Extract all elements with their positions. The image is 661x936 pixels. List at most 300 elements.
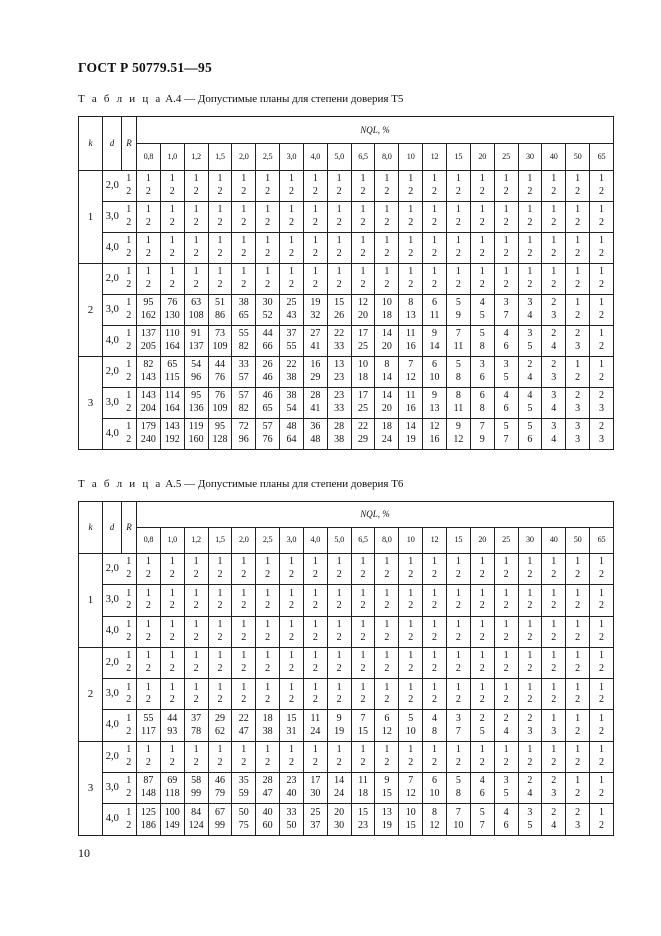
plan-cell — [137, 616, 161, 647]
sample-size-value: 1 — [265, 235, 271, 247]
nql-levels-row — [79, 528, 614, 554]
plan-cell — [446, 554, 470, 585]
sample-size-value: 3 — [527, 297, 533, 309]
plan-cell — [256, 357, 280, 388]
plan-cell — [542, 773, 566, 804]
acceptance-value: 2 — [384, 217, 390, 228]
plan-cell — [518, 419, 542, 450]
plan-cell — [518, 295, 542, 326]
plan-cell — [399, 295, 423, 326]
acceptance-value: 2 — [360, 569, 366, 581]
acceptance-value: 3 — [599, 403, 605, 414]
plan-cell — [137, 773, 161, 804]
sample-size-value: 15 — [286, 712, 297, 724]
k-value: 2 — [79, 647, 103, 741]
sample-size-value: 1 — [169, 235, 175, 247]
acceptance-value: 2 — [503, 756, 509, 768]
plan-cell — [327, 741, 351, 772]
sample-size-value: 3 — [551, 421, 557, 433]
acceptance-value: 2 — [288, 631, 294, 643]
plan-cell — [351, 773, 375, 804]
plan-cell — [208, 554, 232, 585]
acceptance-value: 2 — [193, 600, 199, 612]
acceptance-value: 108 — [188, 310, 204, 321]
plan-cell — [470, 264, 494, 295]
acceptance-value: 2 — [575, 756, 581, 768]
sample-size-value: 30 — [262, 297, 273, 309]
acceptance-value: 57 — [238, 372, 249, 383]
acceptance-value: 6 — [503, 819, 509, 831]
acceptance-value: 82 — [238, 341, 249, 352]
sample-size-value: 51 — [214, 297, 225, 309]
acceptance-value: 2 — [503, 663, 509, 675]
sample-size-value: 5 — [455, 359, 461, 371]
acceptance-value: 2 — [360, 756, 366, 768]
acceptance-value: 2 — [265, 663, 271, 675]
sample-size-value: 1 — [336, 235, 342, 247]
sample-size-value: 14 — [405, 421, 416, 433]
plan-cell — [184, 554, 208, 585]
plan-cell — [423, 295, 447, 326]
plan-cell — [423, 233, 447, 264]
plan-cell — [470, 295, 494, 326]
sample-size-value: 1 — [193, 556, 199, 568]
plan-cell — [423, 679, 447, 710]
acceptance-value: 2 — [193, 694, 199, 706]
plan-cell — [399, 357, 423, 388]
sample-size-value: 1 — [527, 235, 533, 247]
acceptance-value: 2 — [193, 248, 199, 259]
plan-cell — [256, 804, 280, 835]
plan-cell — [470, 326, 494, 357]
sample-size-value: 1 — [575, 266, 581, 278]
acceptance-value: 4 — [551, 434, 557, 445]
table-row — [79, 710, 614, 741]
acceptance-value: 2 — [241, 631, 247, 643]
d-value: 2,0 — [103, 647, 122, 678]
acceptance-value: 136 — [188, 403, 204, 414]
plan-cell — [256, 773, 280, 804]
sample-size-value: 1 — [193, 744, 199, 756]
plan-cell — [280, 741, 304, 772]
plan-cell — [160, 804, 184, 835]
plan-cell — [590, 357, 614, 388]
acceptance-value: 33 — [334, 341, 345, 352]
plan-cell — [208, 647, 232, 678]
sample-size-value: 1 — [169, 587, 175, 599]
plan-cell — [184, 419, 208, 450]
plan-cell — [399, 264, 423, 295]
plan-cell — [256, 585, 280, 616]
acceptance-value: 2 — [265, 569, 271, 581]
sample-size-value: 76 — [167, 297, 178, 309]
plan-cell — [590, 647, 614, 678]
table-a5 — [78, 501, 614, 836]
plan-cell — [375, 419, 399, 450]
plan-cell — [256, 171, 280, 202]
acceptance-value: 2 — [527, 186, 533, 197]
acceptance-value: 186 — [140, 819, 156, 831]
plan-cell — [327, 419, 351, 450]
acceptance-value: 2 — [145, 279, 151, 290]
acceptance-value: 2 — [312, 217, 318, 228]
acceptance-value: 2 — [408, 600, 414, 612]
plan-cell — [542, 388, 566, 419]
acceptance-value: 5 — [527, 819, 533, 831]
acceptance-value: 160 — [188, 434, 204, 445]
sample-size-value: 11 — [405, 328, 416, 340]
sample-size-value: 1 — [288, 266, 294, 278]
sample-size-value: 2 — [551, 297, 557, 309]
acceptance-value: 2 — [265, 756, 271, 768]
sample-size-value: 91 — [191, 328, 202, 340]
plan-cell — [280, 357, 304, 388]
sample-size-value: 1 — [336, 173, 342, 185]
acceptance-value: 3 — [575, 819, 581, 831]
acceptance-value: 13 — [429, 403, 440, 414]
sample-size-value: 46 — [214, 775, 225, 787]
acceptance-value: 2 — [527, 569, 533, 581]
plan-cell — [423, 616, 447, 647]
plan-cell — [518, 710, 542, 741]
plan-cell — [566, 295, 590, 326]
sample-size-value: 1 — [288, 618, 294, 630]
acceptance-value: 19 — [405, 434, 416, 445]
acceptance-value: 2 — [408, 217, 414, 228]
plan-cell — [184, 202, 208, 233]
sample-size-value: 1 — [479, 681, 485, 693]
acceptance-value: 2 — [336, 631, 342, 643]
plan-cell — [256, 419, 280, 450]
plan-cell — [137, 710, 161, 741]
acceptance-value: 2 — [432, 248, 438, 259]
sample-size-value: 1 — [408, 173, 414, 185]
sample-size-value: 1 — [336, 650, 342, 662]
plan-cell — [208, 388, 232, 419]
plan-cell — [518, 616, 542, 647]
acceptance-value: 2 — [288, 756, 294, 768]
acceptance-value: 7 — [479, 819, 485, 831]
plan-cell — [160, 773, 184, 804]
acceptance-value: 24 — [310, 725, 321, 737]
plan-cell — [494, 295, 518, 326]
nql-level-header: 8,0 — [375, 144, 399, 171]
acceptance-value: 2 — [551, 663, 557, 675]
column-header-nql: NQL, % — [137, 502, 614, 528]
acceptance-value: 2 — [599, 631, 605, 643]
acceptance-value: 10 — [429, 372, 440, 383]
sample-size-value: 1 — [265, 681, 271, 693]
plan-cell — [446, 357, 470, 388]
acceptance-value: 2 — [599, 694, 605, 706]
sample-size-value: 1 — [336, 556, 342, 568]
acceptance-value: 2 — [527, 248, 533, 259]
sample-size-value: 1 — [408, 266, 414, 278]
sample-size-value: 1 — [360, 650, 366, 662]
sample-size-value: 1 — [551, 556, 557, 568]
sample-size-value: 143 — [140, 390, 156, 402]
plan-cell — [208, 357, 232, 388]
sample-size-value: 73 — [214, 328, 225, 340]
sample-size-value: 1 — [169, 556, 175, 568]
plan-cell — [232, 357, 256, 388]
plan-cell — [137, 647, 161, 678]
acceptance-value: 48 — [310, 434, 321, 445]
plan-cell — [590, 679, 614, 710]
acceptance-value: 40 — [286, 788, 297, 800]
acceptance-value: 33 — [334, 403, 345, 414]
sample-size-value: 1 — [408, 204, 414, 216]
nql-level-header: 2,0 — [232, 144, 256, 171]
nql-level-header: 30 — [518, 144, 542, 171]
sample-size-value: 38 — [286, 390, 297, 402]
acceptance-value: 192 — [164, 434, 180, 445]
plan-cell — [327, 357, 351, 388]
acceptance-value: 2 — [503, 186, 509, 197]
acceptance-value: 12 — [453, 434, 464, 445]
plan-cell — [232, 679, 256, 710]
acceptance-value: 25 — [358, 341, 369, 352]
acceptance-value: 2 — [384, 569, 390, 581]
nql-level-header: 3,0 — [280, 528, 304, 554]
acceptance-value: 2 — [432, 217, 438, 228]
acceptance-value: 2 — [288, 279, 294, 290]
acceptance-value: 2 — [479, 248, 485, 259]
plan-cell — [590, 710, 614, 741]
plan-cell — [470, 585, 494, 616]
acceptance-value: 7 — [503, 310, 509, 321]
r-value: 2 — [126, 819, 132, 831]
sample-size-value: 1 — [599, 266, 605, 278]
sample-size-value: 1 — [575, 650, 581, 662]
sample-size-value: 14 — [334, 775, 345, 787]
plan-cell — [256, 616, 280, 647]
sample-size-value: 4 — [527, 390, 533, 402]
sample-size-value: 28 — [334, 421, 345, 433]
sample-size-value: 1 — [288, 204, 294, 216]
d-value: 3,0 — [103, 295, 122, 326]
plan-cell — [566, 679, 590, 710]
sample-size-value: 1 — [336, 681, 342, 693]
plan-cell — [208, 233, 232, 264]
acceptance-value: 2 — [336, 248, 342, 259]
plan-cell — [446, 233, 470, 264]
sample-size-value: 110 — [164, 328, 180, 340]
acceptance-value: 2 — [479, 600, 485, 612]
sample-size-value: 1 — [360, 235, 366, 247]
acceptance-value: 8 — [455, 788, 461, 800]
sample-size-value: 57 — [238, 390, 249, 402]
plan-cell — [280, 171, 304, 202]
acceptance-value: 2 — [575, 631, 581, 643]
acceptance-value: 128 — [212, 434, 228, 445]
acceptance-value: 30 — [334, 819, 345, 831]
acceptance-value: 2 — [527, 217, 533, 228]
sample-size-value: 1 — [527, 204, 533, 216]
table-row — [79, 264, 614, 295]
sample-size-value: 1 — [503, 556, 509, 568]
acceptance-value: 2 — [336, 186, 342, 197]
sample-size-value: 1 — [527, 587, 533, 599]
plan-cell — [184, 647, 208, 678]
acceptance-value: 118 — [164, 788, 180, 800]
acceptance-value: 2 — [575, 663, 581, 675]
plan-cell — [423, 804, 447, 835]
acceptance-value: 3 — [551, 310, 557, 321]
acceptance-value: 65 — [238, 310, 249, 321]
nql-level-header: 5,0 — [327, 528, 351, 554]
acceptance-value: 109 — [212, 403, 228, 414]
plan-cell — [566, 585, 590, 616]
sample-size-value: 63 — [191, 297, 202, 309]
plan-cell — [303, 585, 327, 616]
sample-size-value: 1 — [503, 266, 509, 278]
plan-cell — [470, 773, 494, 804]
r-value: 1 — [126, 806, 132, 818]
plan-cell — [351, 585, 375, 616]
plan-cell — [470, 647, 494, 678]
plan-cell — [399, 326, 423, 357]
acceptance-value: 2 — [312, 694, 318, 706]
column-header-r: R — [122, 502, 137, 554]
plan-cell — [327, 295, 351, 326]
sample-size-value: 95 — [191, 390, 202, 402]
sample-size-value: 1 — [455, 650, 461, 662]
sample-size-value: 8 — [384, 359, 390, 371]
acceptance-value: 2 — [503, 569, 509, 581]
acceptance-value: 20 — [381, 341, 392, 352]
sample-size-value: 1 — [145, 556, 151, 568]
plan-cell — [446, 616, 470, 647]
acceptance-value: 47 — [262, 788, 273, 800]
plan-cell — [446, 388, 470, 419]
acceptance-value: 2 — [575, 372, 581, 383]
plan-cell — [423, 171, 447, 202]
sample-size-value: 1 — [575, 587, 581, 599]
sample-size-value: 44 — [262, 328, 273, 340]
nql-level-header: 1,0 — [160, 144, 184, 171]
sample-size-value: 10 — [358, 359, 369, 371]
plan-cell — [590, 388, 614, 419]
acceptance-value: 3 — [599, 434, 605, 445]
sample-size-value: 1 — [384, 235, 390, 247]
acceptance-value: 109 — [212, 341, 228, 352]
acceptance-value: 2 — [479, 694, 485, 706]
plan-cell — [327, 710, 351, 741]
acceptance-value: 9 — [455, 310, 461, 321]
plan-cell — [184, 710, 208, 741]
acceptance-value: 99 — [191, 788, 202, 800]
acceptance-value: 2 — [288, 600, 294, 612]
plan-cell — [137, 419, 161, 450]
sample-size-value: 67 — [214, 806, 225, 818]
plan-cell — [184, 326, 208, 357]
nql-levels-row — [79, 144, 614, 171]
acceptance-value: 2 — [599, 569, 605, 581]
plan-cell — [232, 804, 256, 835]
r-value: 2 — [126, 756, 132, 768]
sample-size-value: 1 — [241, 587, 247, 599]
table-row — [79, 171, 614, 202]
sample-size-value: 1 — [241, 204, 247, 216]
sample-size-value: 1 — [265, 204, 271, 216]
sample-size-value: 1 — [145, 173, 151, 185]
plan-cell — [280, 773, 304, 804]
r-value: 1 — [126, 712, 132, 724]
sample-size-value: 1 — [265, 650, 271, 662]
acceptance-value: 4 — [527, 310, 533, 321]
nql-level-header: 50 — [566, 528, 590, 554]
plan-cell — [351, 419, 375, 450]
sample-size-value: 58 — [191, 775, 202, 787]
plan-cell — [399, 710, 423, 741]
sample-size-value: 6 — [479, 390, 485, 402]
acceptance-value: 2 — [360, 248, 366, 259]
sample-size-value: 1 — [265, 618, 271, 630]
sample-size-value: 1 — [384, 618, 390, 630]
sample-size-value: 1 — [217, 587, 223, 599]
plan-cell — [518, 233, 542, 264]
plan-cell — [494, 264, 518, 295]
nql-level-header: 25 — [494, 528, 518, 554]
plan-cell — [232, 233, 256, 264]
sample-size-value: 1 — [336, 204, 342, 216]
sample-size-value: 1 — [432, 744, 438, 756]
acceptance-value: 96 — [238, 434, 249, 445]
sample-size-value: 1 — [432, 173, 438, 185]
r-values — [122, 710, 137, 741]
acceptance-value: 2 — [193, 217, 199, 228]
sample-size-value: 1 — [575, 235, 581, 247]
plan-cell — [303, 326, 327, 357]
plan-cell — [470, 388, 494, 419]
caption-text: А.5 — Допустимые планы для степени доверия Т6 — [165, 478, 404, 490]
acceptance-value: 2 — [336, 279, 342, 290]
sample-size-value: 7 — [455, 328, 461, 340]
sample-size-value: 3 — [551, 390, 557, 402]
plan-cell — [590, 741, 614, 772]
acceptance-value: 2 — [193, 569, 199, 581]
acceptance-value: 31 — [286, 725, 297, 737]
acceptance-value: 2 — [217, 217, 223, 228]
sample-size-value: 1 — [551, 173, 557, 185]
plan-cell — [256, 710, 280, 741]
sample-size-value: 1 — [599, 359, 605, 371]
header-row — [79, 502, 614, 528]
plan-cell — [590, 773, 614, 804]
document-header: ГОСТ Р 50779.51—95 — [78, 60, 212, 75]
sample-size-value: 1 — [479, 587, 485, 599]
acceptance-value: 52 — [262, 310, 273, 321]
acceptance-value: 3 — [551, 788, 557, 800]
sample-size-value: 1 — [599, 556, 605, 568]
acceptance-value: 2 — [503, 600, 509, 612]
sample-size-value: 1 — [432, 556, 438, 568]
plan-cell — [160, 554, 184, 585]
plan-cell — [399, 741, 423, 772]
r-value: 2 — [126, 310, 132, 321]
plan-cell — [208, 202, 232, 233]
acceptance-value: 240 — [140, 434, 156, 445]
acceptance-value: 2 — [169, 694, 175, 706]
plan-cell — [590, 554, 614, 585]
sample-size-value: 1 — [527, 556, 533, 568]
r-value: 2 — [126, 186, 132, 197]
sample-size-value: 1 — [599, 712, 605, 724]
plan-cell — [494, 741, 518, 772]
plan-cell — [303, 804, 327, 835]
acceptance-value: 2 — [336, 217, 342, 228]
